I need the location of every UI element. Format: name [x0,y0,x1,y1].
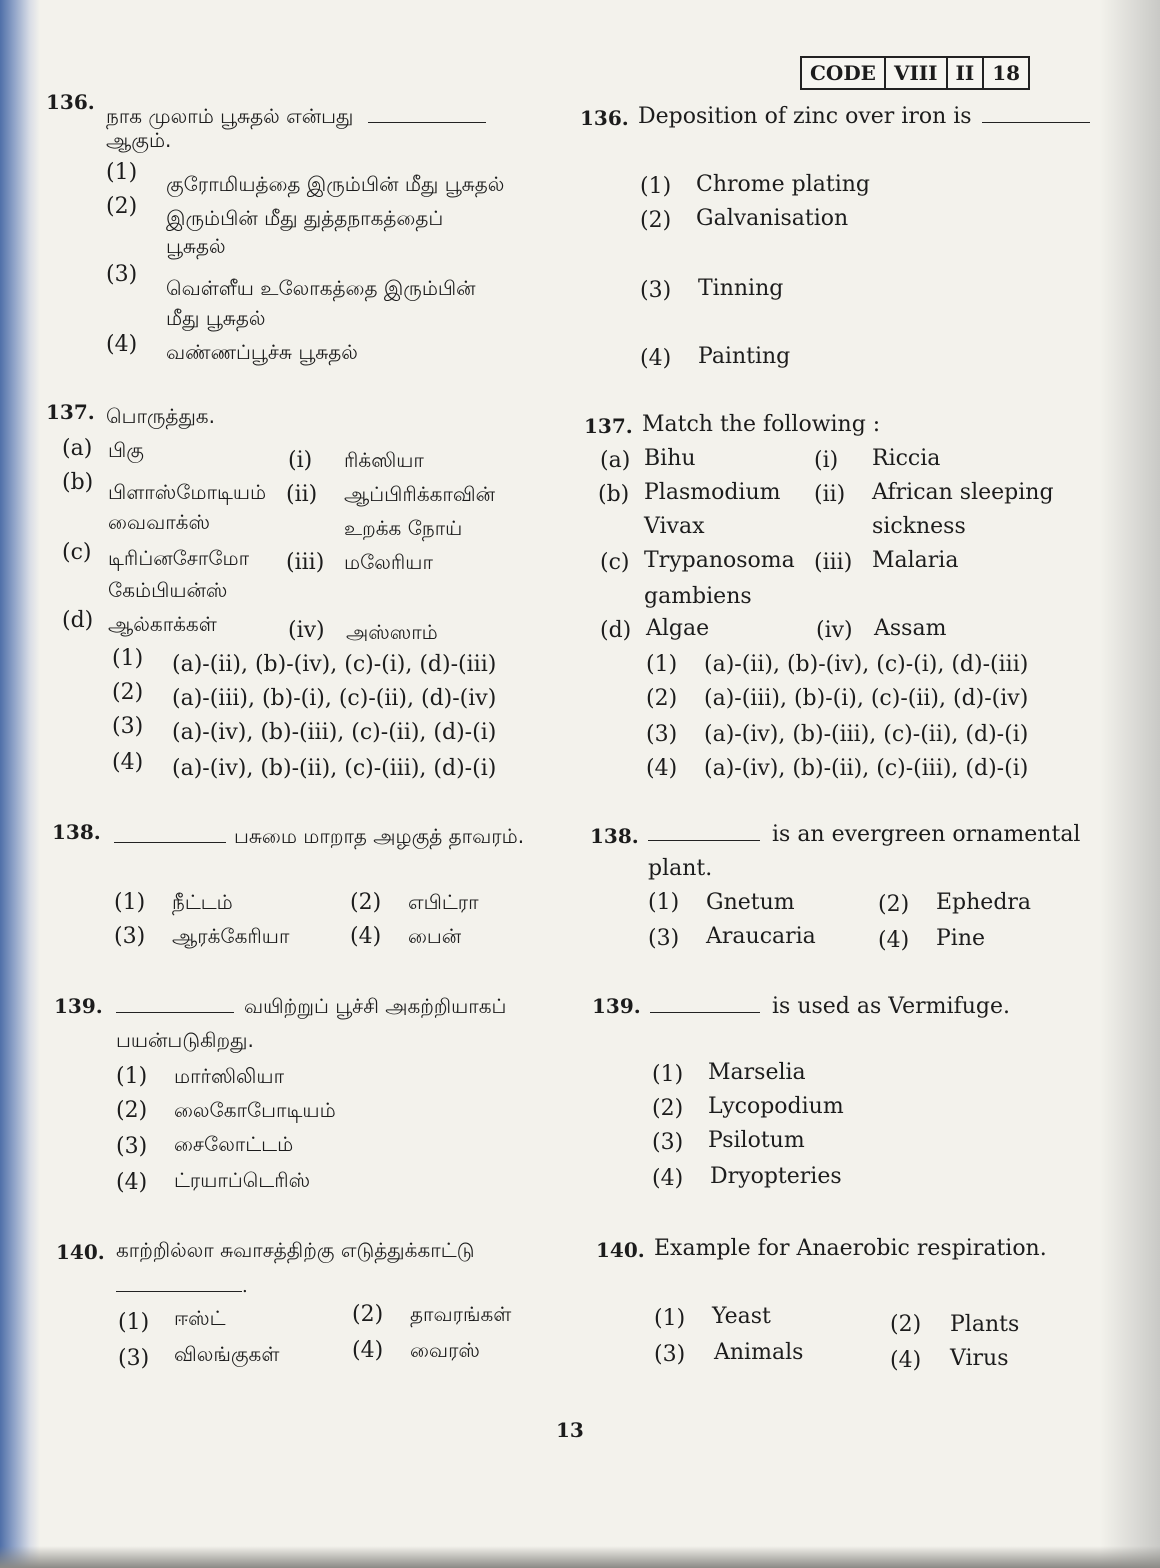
question-stem: பசுமை மாறாத அழகுத் தாவரம். [114,824,524,851]
question-stem: Deposition of zinc over iron is [638,104,1090,129]
question-number: 138. [52,820,101,844]
option-text: ஈஸ்ட் [174,1306,226,1330]
match-left-item: Algae [646,616,710,641]
question-stem: நாக முலாம் பூசுதல் என்பது [106,104,486,131]
match-right-item: Assam [874,616,947,641]
option-number: (2) [646,686,678,711]
match-label: (d) [600,618,632,643]
option-number: (3) [654,1342,686,1367]
option-text: Chrome plating [696,172,871,197]
option-text-cont: மீது பூசுதல் [166,306,266,330]
question-stem-cont: பயன்படுகிறது. [116,1028,254,1052]
match-left-item: பிகு [108,438,144,462]
match-label: (iii) [286,550,325,575]
match-left-item-cont: Vivax [644,514,705,539]
question-number: 136. [580,106,629,130]
page-edge-shadow-right [1100,0,1160,1568]
match-right-item: அஸ்ஸாம் [346,620,438,644]
question-number: 139. [592,994,641,1018]
option-number: (1) [106,160,138,185]
match-left-item-cont: வைவாக்ஸ் [108,510,210,534]
question-stem: பொருத்துக. [106,404,215,428]
match-right-item-cont: sickness [872,514,966,539]
option-number: (4) [350,924,382,949]
code-class: VIII [884,58,946,88]
option-number: (2) [652,1096,684,1121]
option-number: (1) [652,1062,684,1087]
option-number: (3) [646,722,678,747]
option-text: Araucaria [706,924,816,949]
option-text: விலங்குகள் [174,1342,280,1366]
option-number: (4) [652,1166,684,1191]
exam-code-box [800,56,1030,90]
option-text: சைலோட்டம் [174,1132,294,1156]
option-number: (4) [116,1170,148,1195]
page-number: 13 [556,1418,584,1442]
option-text: குரோமியத்தை இரும்பின் மீது பூசுதல் [166,172,505,196]
option-number: (3) [112,714,144,739]
option-number: (3) [118,1346,150,1371]
match-left-item: ஆல்காக்கள் [108,612,217,636]
match-label: (c) [600,550,630,575]
match-right-item: ஆப்பிரிக்காவின் [344,482,495,506]
question-stem-cont: plant. [648,856,713,881]
option-number: (3) [652,1130,684,1155]
match-label: (iii) [814,550,853,575]
option-text: Painting [698,344,791,369]
match-label: (a) [600,448,631,473]
match-left-item-cont: gambiens [644,584,752,609]
question-stem: வயிற்றுப் பூச்சி அகற்றியாகப் [116,994,506,1021]
option-number: (1) [648,890,680,915]
option-number: (1) [118,1310,150,1335]
question-number: 140. [596,1238,645,1262]
option-number: (4) [352,1338,384,1363]
option-number: (4) [106,332,138,357]
option-number: (4) [646,756,678,781]
option-text: (a)-(iii), (b)-(i), (c)-(ii), (d)-(iv) [704,686,1029,711]
option-text: (a)-(iv), (b)-(ii), (c)-(iii), (d)-(i) [704,756,1029,781]
match-label: (iv) [816,618,853,643]
match-right-item: African sleeping [872,480,1054,505]
option-number: (2) [112,680,144,705]
question-stem: காற்றில்லா சுவாசத்திற்கு எடுத்துக்காட்டு [116,1238,475,1262]
option-number: (3) [114,924,146,949]
option-number: (2) [890,1312,922,1337]
code-part: II [946,58,983,88]
match-label: (c) [62,540,92,565]
option-text: Ephedra [936,890,1032,915]
question-number: 136. [46,90,95,114]
question-stem: Example for Anaerobic respiration. [654,1236,1047,1261]
match-label: (ii) [814,482,846,507]
option-text: Gnetum [706,890,795,915]
option-number: (3) [648,926,680,951]
question-stem: is an evergreen ornamental [648,822,1080,847]
match-label: (a) [62,436,93,461]
option-text: Tinning [698,276,784,301]
option-number: (2) [116,1098,148,1123]
option-number: (4) [878,928,910,953]
match-label: (iv) [288,618,325,643]
option-text: வைரஸ் [410,1338,480,1362]
option-text: Animals [714,1340,804,1365]
option-number: (2) [352,1302,384,1327]
question-stem: Match the following : [642,412,881,437]
option-text: ட்ரயாப்டெரிஸ் [174,1168,311,1192]
match-label: (b) [598,482,630,507]
option-number: (2) [878,892,910,917]
option-text: வண்ணப்பூச்சு பூசுதல் [166,340,358,364]
question-stem-cont: ஆகும். [106,128,172,152]
option-text: மார்ஸிலியா [174,1064,285,1088]
option-text-cont: பூசுதல் [166,234,226,258]
match-left-item: டிரிப்னசோமோ [108,546,250,570]
option-text: இரும்பின் மீது துத்தநாகத்தைப் [166,206,444,230]
match-left-item-cont: கேம்பியன்ஸ் [108,578,228,602]
code-label: CODE [810,61,876,85]
option-number: (2) [640,208,672,233]
option-text: Galvanisation [696,206,849,231]
option-text: (a)-(ii), (b)-(iv), (c)-(i), (d)-(iii) [172,652,497,677]
option-text: Dryopteries [710,1164,842,1189]
match-left-item: Bihu [644,446,696,471]
option-text: வெள்ளீய உலோகத்தை இரும்பின் [166,276,476,300]
option-text: Pine [936,926,986,951]
option-text: நீட்டம் [172,890,233,914]
option-text: Marselia [708,1060,806,1085]
option-number: (2) [106,194,138,219]
match-label: (b) [62,470,94,495]
option-text: (a)-(ii), (b)-(iv), (c)-(i), (d)-(iii) [704,652,1029,677]
option-text: Virus [950,1346,1009,1371]
question-number: 138. [590,824,639,848]
option-text: (a)-(iv), (b)-(iii), (c)-(ii), (d)-(i) [704,722,1029,747]
match-right-item: Riccia [872,446,941,471]
option-number: (2) [350,890,382,915]
question-number: 137. [584,414,633,438]
option-text: Lycopodium [708,1094,844,1119]
answer-blank: . [116,1276,248,1297]
option-number: (1) [114,890,146,915]
match-right-item-cont: உறக்க நோய் [344,516,463,540]
match-right-item: ரிக்ஸியா [344,448,424,472]
option-number: (1) [116,1064,148,1089]
option-number: (3) [116,1134,148,1159]
match-label: (d) [62,608,94,633]
match-right-item: Malaria [872,548,959,573]
match-label: (ii) [286,482,318,507]
question-number: 139. [54,994,103,1018]
option-number: (1) [112,646,144,671]
option-text: (a)-(iv), (b)-(ii), (c)-(iii), (d)-(i) [172,756,497,781]
page-bottom-shade [0,1546,1160,1568]
option-text: Psilotum [708,1128,805,1153]
question-stem: is used as Vermifuge. [650,994,1010,1019]
option-number: (4) [640,346,672,371]
page-edge-shadow-left [0,0,40,1568]
option-number: (1) [646,652,678,677]
match-label: (i) [288,448,313,473]
option-text: (a)-(iii), (b)-(i), (c)-(ii), (d)-(iv) [172,686,497,711]
match-right-item: மலேரியா [344,550,433,574]
option-number: (3) [640,278,672,303]
option-text: பைன் [408,924,462,948]
option-number: (4) [112,750,144,775]
option-text: எபிட்ரா [408,890,479,914]
option-text: Yeast [712,1304,771,1329]
option-text: Plants [950,1312,1020,1337]
option-number: (3) [106,262,138,287]
match-left-item: பிளாஸ்மோடியம் [108,480,267,504]
match-left-item: Plasmodium [644,480,781,505]
option-text: ஆரக்கேரியா [172,924,290,948]
option-text: தாவரங்கள் [410,1302,512,1326]
match-label: (i) [814,448,839,473]
question-number: 137. [46,400,95,424]
match-left-item: Trypanosoma [644,548,795,573]
option-text: (a)-(iv), (b)-(iii), (c)-(ii), (d)-(i) [172,720,497,745]
option-number: (4) [890,1348,922,1373]
question-number: 140. [56,1240,105,1264]
option-number: (1) [640,174,672,199]
code-year: 18 [982,58,1028,88]
option-number: (1) [654,1306,686,1331]
option-text: லைகோபோடியம் [174,1098,336,1122]
